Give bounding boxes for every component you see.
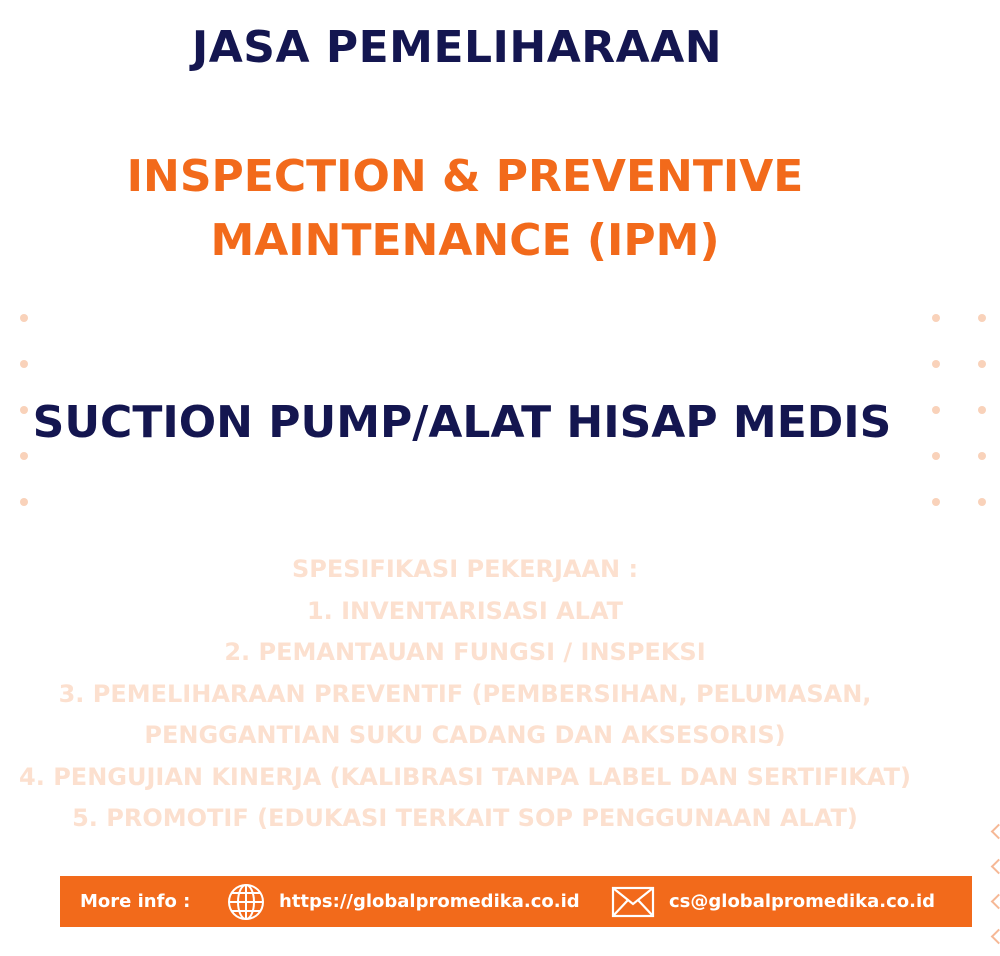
more-info-label: More info : xyxy=(80,891,191,912)
email-link[interactable]: cs@globalpromedika.co.id xyxy=(669,891,936,912)
spec-item: 5. PROMOTIF (EDUKASI TERKAIT SOP PENGGUNAAN ALAT) xyxy=(72,804,858,832)
globe-icon xyxy=(226,882,266,922)
service-subtitle xyxy=(0,145,930,273)
page-title: JASA PEMELIHARAAN xyxy=(191,22,723,73)
spec-item: 1. INVENTARISASI ALAT xyxy=(306,596,624,625)
product-name: SUCTION PUMP/ALAT HISAP MEDIS xyxy=(32,397,892,448)
envelope-icon xyxy=(611,886,655,918)
spec-item: PENGGANTIAN SUKU CADANG DAN AKSESORIS) xyxy=(144,721,786,749)
subtitle-line-1: INSPECTION & PREVENTIVE xyxy=(126,151,804,202)
spec-item: 3. PEMELIHARAAN PREVENTIF (PEMBERSIHAN, PELUMASAN, xyxy=(58,679,872,708)
spec-heading: SPESIFIKASI PEKERJAAN : xyxy=(291,555,639,583)
contact-footer xyxy=(60,876,972,927)
subtitle-line-2: MAINTENANCE (IPM) xyxy=(210,215,720,266)
spec-item: 2. PEMANTAUAN FUNGSI / INSPEKSI xyxy=(224,638,706,666)
website-link[interactable]: https://globalpromedika.co.id xyxy=(279,891,580,912)
specification-list xyxy=(0,549,930,840)
spec-item: 4. PENGUJIAN KINERJA (KALIBRASI TANPA LABEL DAN SERTIFIKAT) xyxy=(19,762,911,791)
